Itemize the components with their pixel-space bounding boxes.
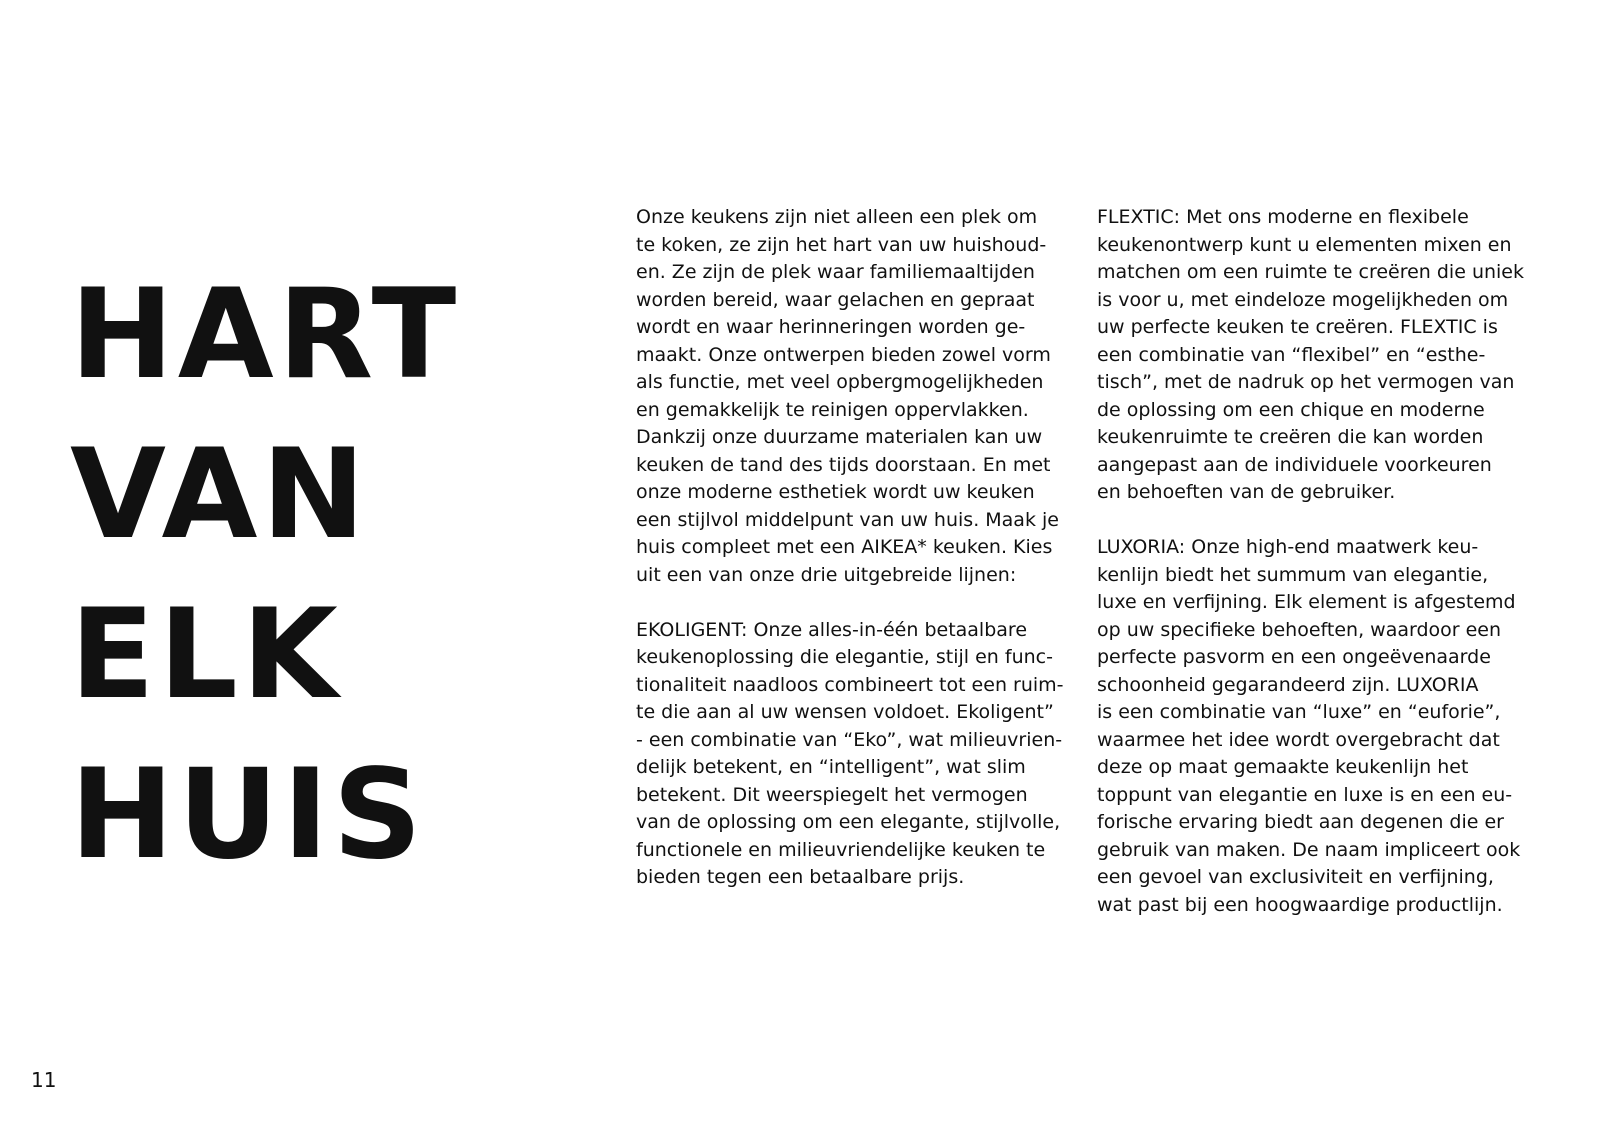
- text-line: is voor u, met eindeloze mogelijkheden om: [1097, 288, 1509, 311]
- text-line: betekent. Dit weerspiegelt het vermogen: [636, 783, 1028, 806]
- text-line: EKOLIGENT: Onze alles-in-één betaalbare: [636, 618, 1028, 641]
- intro-paragraph: [636, 204, 1076, 589]
- text-line: luxe en verfijning. Elk element is afgestemd: [1097, 591, 1516, 613]
- text-line: te koken, ze zijn het hart van uw huishoud-: [636, 233, 1047, 256]
- luxoria-paragraph: [1097, 534, 1537, 919]
- text-line: matchen om een ruimte te creëren die uniek: [1097, 261, 1524, 283]
- text-line: worden bereid, waar gelachen en gepraat: [636, 288, 1035, 311]
- text-line: kenlijn biedt het summum van elegantie,: [1097, 563, 1489, 586]
- text-line: huis compleet met een AIKEA* keuken. Kies: [636, 536, 1053, 558]
- text-line: keuken de tand des tijds doorstaan. En met: [636, 453, 1051, 476]
- text-line: tisch”, met de nadruk op het vermogen van: [1097, 371, 1515, 393]
- text-line: perfecte pasvorm en een ongeëvenaarde: [1097, 646, 1491, 668]
- text-line: een gevoel van exclusiviteit en verfijning,: [1097, 866, 1494, 888]
- text-line: deze op maat gemaakte keukenlijn het: [1097, 756, 1469, 778]
- text-line: gebruik van maken. De naam impliceert ook: [1097, 838, 1521, 861]
- text-line: van de oplossing om een elegante, stijlvolle,: [636, 811, 1061, 833]
- text-line: maakt. Onze ontwerpen bieden zowel vorm: [636, 343, 1051, 366]
- text-line: is een combinatie van “luxe” en “euforie”,: [1097, 701, 1501, 723]
- text-column-left: [636, 204, 1076, 919]
- text-line: uw perfecte keuken te creëren. FLEXTIC is: [1097, 316, 1498, 338]
- text-line: keukenruimte te creëren die kan worden: [1097, 426, 1484, 448]
- text-line: Dankzij onze duurzame materialen kan uw: [636, 426, 1043, 448]
- headline-line: HUIS: [70, 743, 426, 887]
- text-line: FLEXTIC: Met ons moderne en flexibele: [1097, 206, 1469, 228]
- headline-line: HART: [70, 263, 461, 407]
- text-line: en. Ze zijn de plek waar familiemaaltijden: [636, 261, 1035, 283]
- headline-line: VAN: [70, 423, 370, 567]
- text-line: een combinatie van “flexibel” en “esthe-: [1097, 343, 1486, 366]
- page-headline: [70, 255, 460, 895]
- text-line: keukenontwerp kunt u elementen mixen en: [1097, 233, 1512, 256]
- text-line: LUXORIA: Onze high-end maatwerk keu-: [1097, 536, 1479, 558]
- text-line: Onze keukens zijn niet alleen een plek om: [636, 206, 1038, 228]
- text-line: wat past bij een hoogwaardige productlijn.: [1097, 893, 1503, 916]
- text-line: en behoeften van de gebruiker.: [1097, 481, 1396, 503]
- text-line: forische ervaring biedt aan degenen die er: [1097, 811, 1504, 833]
- text-line: een stijlvol middelpunt van uw huis. Maak je: [636, 508, 1059, 531]
- headline-line: ELK: [70, 583, 342, 727]
- ekoligent-paragraph: [636, 617, 1076, 892]
- text-line: functionele en milieuvriendelijke keuken te: [636, 838, 1046, 861]
- text-line: en gemakkelijk te reinigen oppervlakken.: [636, 398, 1029, 421]
- text-line: aangepast aan de individuele voorkeuren: [1097, 453, 1492, 476]
- text-line: delijk betekent, en “intelligent”, wat slim: [636, 756, 1026, 778]
- text-line: wordt en waar herinneringen worden ge-: [636, 316, 1026, 338]
- text-column-right: [1097, 204, 1537, 947]
- text-line: waarmee het idee wordt overgebracht dat: [1097, 728, 1500, 751]
- text-line: schoonheid gegarandeerd zijn. LUXORIA: [1097, 673, 1479, 696]
- page-number: 11: [31, 1068, 57, 1092]
- text-line: onze moderne esthetiek wordt uw keuken: [636, 481, 1035, 503]
- text-line: tionaliteit naadloos combineert tot een ruim-: [636, 673, 1064, 696]
- text-line: keukenoplossing die elegantie, stijl en func-: [636, 646, 1053, 668]
- text-line: op uw specifieke behoeften, waardoor een: [1097, 618, 1502, 641]
- text-line: toppunt van elegantie en luxe is en een eu-: [1097, 783, 1513, 806]
- text-line: - een combinatie van “Eko”, wat milieuvrien-: [636, 728, 1063, 751]
- text-line: als functie, met veel opbergmogelijkheden: [636, 371, 1044, 393]
- text-line: bieden tegen een betaalbare prijs.: [636, 866, 965, 888]
- flextic-paragraph: [1097, 204, 1537, 507]
- text-line: de oplossing om een chique en moderne: [1097, 398, 1485, 421]
- text-line: te die aan al uw wensen voldoet. Ekoligent”: [636, 701, 1054, 723]
- text-line: uit een van onze drie uitgebreide lijnen:: [636, 563, 1017, 586]
